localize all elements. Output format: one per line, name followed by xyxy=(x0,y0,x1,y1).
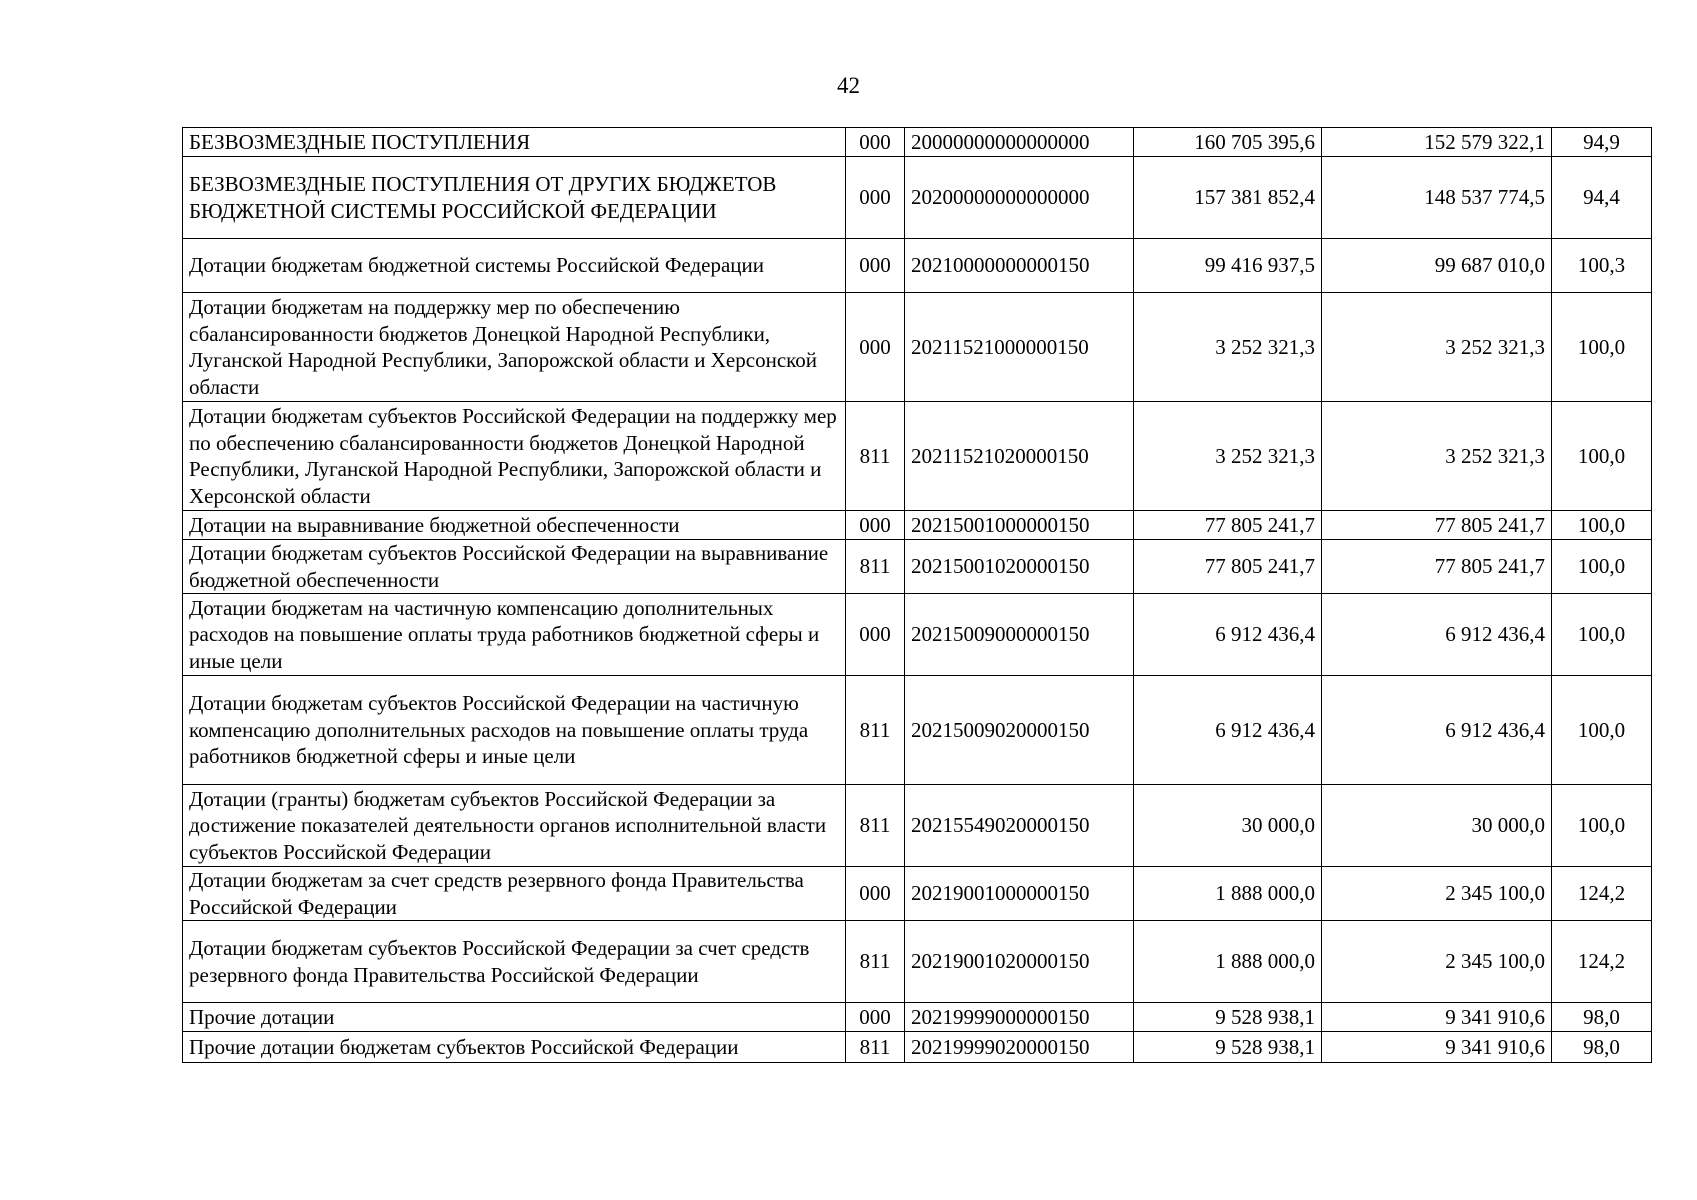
row-classification-code: 20215009020000150 xyxy=(905,676,1134,785)
row-classification-code: 20215549020000150 xyxy=(905,785,1134,867)
budget-revenue-table xyxy=(182,127,1652,1063)
row-actual-value: 3 252 321,3 xyxy=(1322,293,1552,402)
row-classification-code: 20215001020000150 xyxy=(905,540,1134,594)
row-name: Дотации бюджетам субъектов Российской Федерации на частичную компенсацию дополнительных расходов на повышение оплаты труда работников бюджетной сферы и иные цели xyxy=(183,676,846,785)
row-admin-code: 000 xyxy=(846,128,905,157)
row-planned-value: 160 705 395,6 xyxy=(1134,128,1322,157)
table-row xyxy=(183,1032,1652,1063)
row-name: Дотации бюджетам субъектов Российской Федерации на выравнивание бюджетной обеспеченности xyxy=(183,540,846,594)
row-classification-code: 20000000000000000 xyxy=(905,128,1134,157)
row-planned-value: 1 888 000,0 xyxy=(1134,867,1322,921)
row-planned-value: 9 528 938,1 xyxy=(1134,1003,1322,1032)
row-planned-value: 1 888 000,0 xyxy=(1134,921,1322,1003)
row-name: БЕЗВОЗМЕЗДНЫЕ ПОСТУПЛЕНИЯ xyxy=(183,128,846,157)
row-planned-value: 77 805 241,7 xyxy=(1134,511,1322,540)
table-row xyxy=(183,239,1652,293)
row-actual-value: 99 687 010,0 xyxy=(1322,239,1552,293)
row-admin-code: 000 xyxy=(846,293,905,402)
row-name: Дотации на выравнивание бюджетной обеспеченности xyxy=(183,511,846,540)
row-admin-code: 811 xyxy=(846,676,905,785)
row-planned-value: 99 416 937,5 xyxy=(1134,239,1322,293)
row-admin-code: 811 xyxy=(846,921,905,1003)
row-actual-value: 9 341 910,6 xyxy=(1322,1032,1552,1063)
row-actual-value: 9 341 910,6 xyxy=(1322,1003,1552,1032)
row-admin-code: 811 xyxy=(846,402,905,511)
row-percent: 100,0 xyxy=(1552,402,1652,511)
row-planned-value: 3 252 321,3 xyxy=(1134,402,1322,511)
row-percent: 100,0 xyxy=(1552,293,1652,402)
table-row xyxy=(183,867,1652,921)
row-admin-code: 000 xyxy=(846,594,905,676)
row-actual-value: 77 805 241,7 xyxy=(1322,540,1552,594)
row-actual-value: 6 912 436,4 xyxy=(1322,676,1552,785)
table-row xyxy=(183,511,1652,540)
row-classification-code: 20219999020000150 xyxy=(905,1032,1134,1063)
table-row xyxy=(183,921,1652,1003)
row-classification-code: 20215001000000150 xyxy=(905,511,1134,540)
row-name: Дотации бюджетам на поддержку мер по обеспечению сбалансированности бюджетов Донецкой Народной Республики, Луганской Народной Республики, Запорожской области и Херсонской области xyxy=(183,293,846,402)
row-actual-value: 152 579 322,1 xyxy=(1322,128,1552,157)
row-classification-code: 20210000000000150 xyxy=(905,239,1134,293)
row-admin-code: 000 xyxy=(846,867,905,921)
table-row xyxy=(183,594,1652,676)
row-planned-value: 6 912 436,4 xyxy=(1134,676,1322,785)
row-classification-code: 20211521020000150 xyxy=(905,402,1134,511)
row-name: Прочие дотации бюджетам субъектов Российской Федерации xyxy=(183,1032,846,1063)
page-number: 42 xyxy=(837,73,860,98)
row-classification-code: 20211521000000150 xyxy=(905,293,1134,402)
row-percent: 98,0 xyxy=(1552,1003,1652,1032)
row-planned-value: 77 805 241,7 xyxy=(1134,540,1322,594)
row-percent: 100,0 xyxy=(1552,594,1652,676)
row-percent: 94,9 xyxy=(1552,128,1652,157)
table-row xyxy=(183,128,1652,157)
row-percent: 124,2 xyxy=(1552,921,1652,1003)
row-percent: 100,0 xyxy=(1552,511,1652,540)
row-admin-code: 000 xyxy=(846,157,905,239)
row-name: Дотации бюджетам на частичную компенсацию дополнительных расходов на повышение оплаты труда работников бюджетной сферы и иные цели xyxy=(183,594,846,676)
table-row xyxy=(183,1003,1652,1032)
row-classification-code: 20200000000000000 xyxy=(905,157,1134,239)
row-percent: 98,0 xyxy=(1552,1032,1652,1063)
row-classification-code: 20219001000000150 xyxy=(905,867,1134,921)
row-admin-code: 811 xyxy=(846,785,905,867)
row-classification-code: 20219001020000150 xyxy=(905,921,1134,1003)
row-admin-code: 000 xyxy=(846,239,905,293)
row-planned-value: 157 381 852,4 xyxy=(1134,157,1322,239)
row-actual-value: 30 000,0 xyxy=(1322,785,1552,867)
table-row xyxy=(183,785,1652,867)
row-name: Дотации бюджетам за счет средств резервного фонда Правительства Российской Федерации xyxy=(183,867,846,921)
row-percent: 100,0 xyxy=(1552,785,1652,867)
row-name: Дотации (гранты) бюджетам субъектов Российской Федерации за достижение показателей деятельности органов исполнительной власти субъектов Российской Федерации xyxy=(183,785,846,867)
table-row xyxy=(183,676,1652,785)
row-name: Дотации бюджетам бюджетной системы Российской Федерации xyxy=(183,239,846,293)
row-percent: 100,0 xyxy=(1552,676,1652,785)
row-actual-value: 6 912 436,4 xyxy=(1322,594,1552,676)
row-percent: 100,3 xyxy=(1552,239,1652,293)
table-row xyxy=(183,157,1652,239)
table-row xyxy=(183,402,1652,511)
row-admin-code: 811 xyxy=(846,540,905,594)
row-actual-value: 3 252 321,3 xyxy=(1322,402,1552,511)
row-planned-value: 3 252 321,3 xyxy=(1134,293,1322,402)
row-name: БЕЗВОЗМЕЗДНЫЕ ПОСТУПЛЕНИЯ ОТ ДРУГИХ БЮДЖЕТОВ БЮДЖЕТНОЙ СИСТЕМЫ РОССИЙСКОЙ ФЕДЕРАЦИИ xyxy=(183,157,846,239)
row-actual-value: 2 345 100,0 xyxy=(1322,921,1552,1003)
row-percent: 124,2 xyxy=(1552,867,1652,921)
row-actual-value: 2 345 100,0 xyxy=(1322,867,1552,921)
row-planned-value: 30 000,0 xyxy=(1134,785,1322,867)
row-admin-code: 000 xyxy=(846,1003,905,1032)
row-percent: 100,0 xyxy=(1552,540,1652,594)
row-classification-code: 20219999000000150 xyxy=(905,1003,1134,1032)
row-admin-code: 811 xyxy=(846,1032,905,1063)
row-name: Прочие дотации xyxy=(183,1003,846,1032)
row-name: Дотации бюджетам субъектов Российской Федерации на поддержку мер по обеспечению сбалансированности бюджетов Донецкой Народной Республики, Луганской Народной Республики, Запорожской области и Херсонской области xyxy=(183,402,846,511)
row-classification-code: 20215009000000150 xyxy=(905,594,1134,676)
table-row xyxy=(183,293,1652,402)
row-admin-code: 000 xyxy=(846,511,905,540)
row-planned-value: 9 528 938,1 xyxy=(1134,1032,1322,1063)
row-planned-value: 6 912 436,4 xyxy=(1134,594,1322,676)
row-percent: 94,4 xyxy=(1552,157,1652,239)
row-name: Дотации бюджетам субъектов Российской Федерации за счет средств резервного фонда Правительства Российской Федерации xyxy=(183,921,846,1003)
row-actual-value: 148 537 774,5 xyxy=(1322,157,1552,239)
row-actual-value: 77 805 241,7 xyxy=(1322,511,1552,540)
table-row xyxy=(183,540,1652,594)
